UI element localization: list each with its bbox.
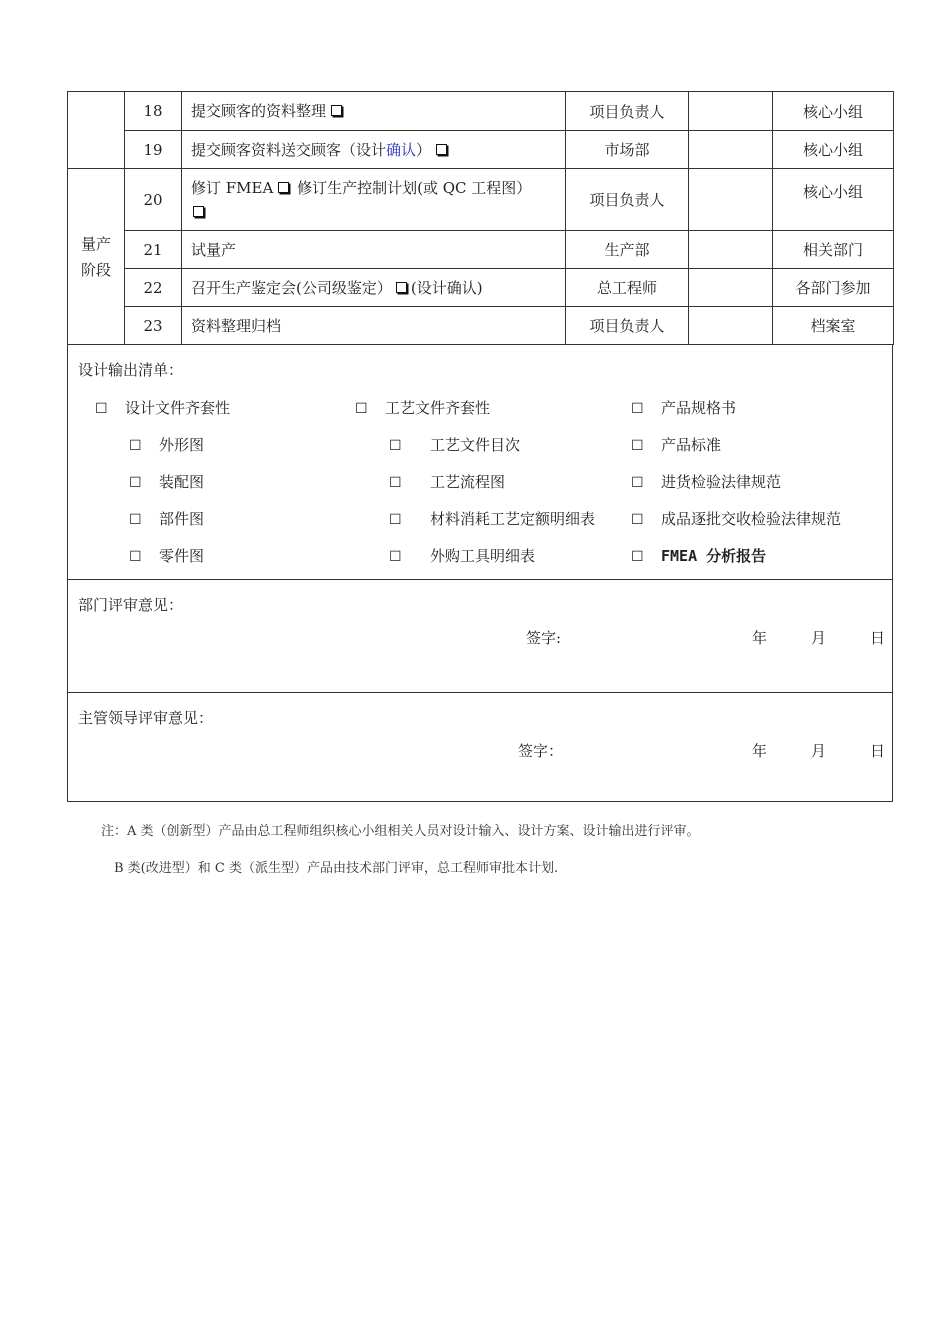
blank-cell: [689, 231, 773, 269]
output-item[interactable]: ☐ 进货检验法律规范: [631, 473, 782, 491]
output-item[interactable]: ☐ 装配图: [129, 473, 205, 491]
task-text: 提交顾客资料送交顾客（设计: [191, 140, 387, 159]
note-line-2: B 类(改进型）和 C 类（派生型）产品由技术部门评审，总工程师审批本计划.: [114, 861, 559, 876]
output-item[interactable]: ☐ 材料消耗工艺定额明细表: [389, 510, 596, 528]
dept-review-section: [67, 580, 893, 693]
owner-cell: 项目负责人: [566, 92, 689, 131]
task-text-tail: ）: [416, 140, 432, 159]
day-label: 日: [870, 742, 886, 760]
table-row: [68, 169, 894, 231]
year-label: 年: [752, 742, 768, 760]
task-cell: [182, 131, 566, 169]
checkbox-icon[interactable]: [436, 144, 447, 155]
blank-cell: [689, 307, 773, 345]
owner-cell: 市场部: [566, 131, 689, 169]
output-item[interactable]: ☐ 产品规格书: [631, 399, 737, 417]
checkbox-icon[interactable]: ☐: [129, 438, 142, 454]
output-item[interactable]: ☐ 外购工具明细表: [389, 547, 536, 565]
checkbox-icon[interactable]: ☐: [631, 549, 644, 565]
dept-review-title: 部门评审意见：: [78, 596, 184, 614]
checkbox-icon[interactable]: ☐: [389, 549, 402, 565]
blank-cell: [689, 269, 773, 307]
task-cell: [182, 231, 566, 269]
checkbox-icon[interactable]: [193, 206, 204, 217]
task-text: 资料整理归档: [191, 316, 282, 335]
output-list-title: 设计输出清单：: [78, 361, 184, 379]
task-cell: [182, 307, 566, 345]
task-text: 修订 FMEA: [191, 178, 274, 197]
checkbox-icon[interactable]: ☐: [129, 549, 142, 565]
day-label: 日: [870, 629, 886, 647]
leader-review-section: [67, 693, 893, 802]
task-text: 试量产: [191, 240, 237, 259]
design-output-list: [67, 345, 893, 580]
checkbox-icon[interactable]: ☐: [631, 401, 644, 417]
checkbox-icon[interactable]: [396, 282, 407, 293]
checkbox-icon[interactable]: [331, 105, 342, 116]
stage-text: 量产 阶段: [80, 234, 111, 279]
month-label: 月: [811, 742, 827, 760]
checkbox-icon[interactable]: ☐: [631, 512, 644, 528]
table-row: [68, 269, 894, 307]
task-text-tail: 修订生产控制计划(或 QC 工程图）: [292, 178, 532, 197]
row-number: 19: [125, 131, 182, 169]
dept-cell: 各部门参加: [773, 269, 894, 307]
task-text: 提交顾客的资料整理: [191, 102, 327, 120]
task-cell: [182, 269, 566, 307]
table-row: [68, 92, 894, 131]
blank-cell: [689, 131, 773, 169]
output-item[interactable]: ☐ 外形图: [129, 436, 205, 454]
dept-cell: 相关部门: [773, 231, 894, 269]
task-text-tail: (设计确认): [410, 278, 483, 297]
row-number: 22: [125, 269, 182, 307]
stage-cell-empty: [68, 92, 125, 169]
confirm-link[interactable]: 确认: [386, 140, 417, 159]
checkbox-icon[interactable]: ☐: [95, 401, 108, 417]
table-row: [68, 131, 894, 169]
plan-table: [67, 91, 894, 345]
checkbox-icon[interactable]: ☐: [389, 438, 402, 454]
output-item[interactable]: ☐ 工艺流程图: [389, 473, 506, 491]
task-text: 召开生产鉴定会(公司级鉴定）: [191, 278, 392, 297]
task-cell: [182, 169, 566, 231]
blank-cell: [689, 169, 773, 231]
dept-cell: 核心小组: [773, 92, 894, 131]
output-item[interactable]: ☐ 成品逐批交收检验法律规范: [631, 510, 842, 528]
output-item[interactable]: ☐ 工艺文件齐套性: [355, 399, 491, 417]
checkbox-icon[interactable]: [278, 182, 289, 193]
checkbox-icon[interactable]: ☐: [129, 475, 142, 491]
signature-label: 签字:: [526, 629, 562, 647]
year-label: 年: [752, 629, 768, 647]
blank-cell: [689, 92, 773, 131]
task-cell: [182, 92, 566, 131]
row-number: 21: [125, 231, 182, 269]
output-item[interactable]: ☐ 产品标准: [631, 436, 722, 454]
checkbox-icon[interactable]: ☐: [389, 512, 402, 528]
stage-label: [68, 169, 125, 345]
table-row: [68, 307, 894, 345]
owner-cell: 总工程师: [566, 269, 689, 307]
output-item[interactable]: ☐ FMEA 分析报告: [631, 547, 767, 565]
dept-cell: 核心小组: [773, 131, 894, 169]
note-line-1: 注：A 类（创新型）产品由总工程师组织核心小组相关人员对设计输入、设计方案、设计输出进行评审。: [101, 824, 700, 839]
signature-label: 签字：: [518, 742, 564, 760]
leader-review-title: 主管领导评审意见：: [78, 709, 214, 727]
owner-cell: 项目负责人: [566, 169, 689, 231]
output-item[interactable]: ☐ 工艺文件目次: [389, 436, 521, 454]
checkbox-icon[interactable]: ☐: [355, 401, 368, 417]
output-item[interactable]: ☐ 零件图: [129, 547, 205, 565]
owner-cell: 项目负责人: [566, 307, 689, 345]
checkbox-icon[interactable]: ☐: [129, 512, 142, 528]
row-number: 20: [125, 169, 182, 231]
row-number: 23: [125, 307, 182, 345]
output-item[interactable]: ☐ 部件图: [129, 510, 205, 528]
row-number: 18: [125, 92, 182, 131]
checkbox-icon[interactable]: ☐: [389, 475, 402, 491]
owner-cell: 生产部: [566, 231, 689, 269]
output-item[interactable]: ☐ 设计文件齐套性: [95, 399, 231, 417]
table-row: [68, 231, 894, 269]
dept-cell: 档案室: [773, 307, 894, 345]
month-label: 月: [811, 629, 827, 647]
checkbox-icon[interactable]: ☐: [631, 438, 644, 454]
checkbox-icon[interactable]: ☐: [631, 475, 644, 491]
plan-sheet: [67, 91, 893, 802]
dept-cell: 核心小组: [773, 169, 894, 231]
